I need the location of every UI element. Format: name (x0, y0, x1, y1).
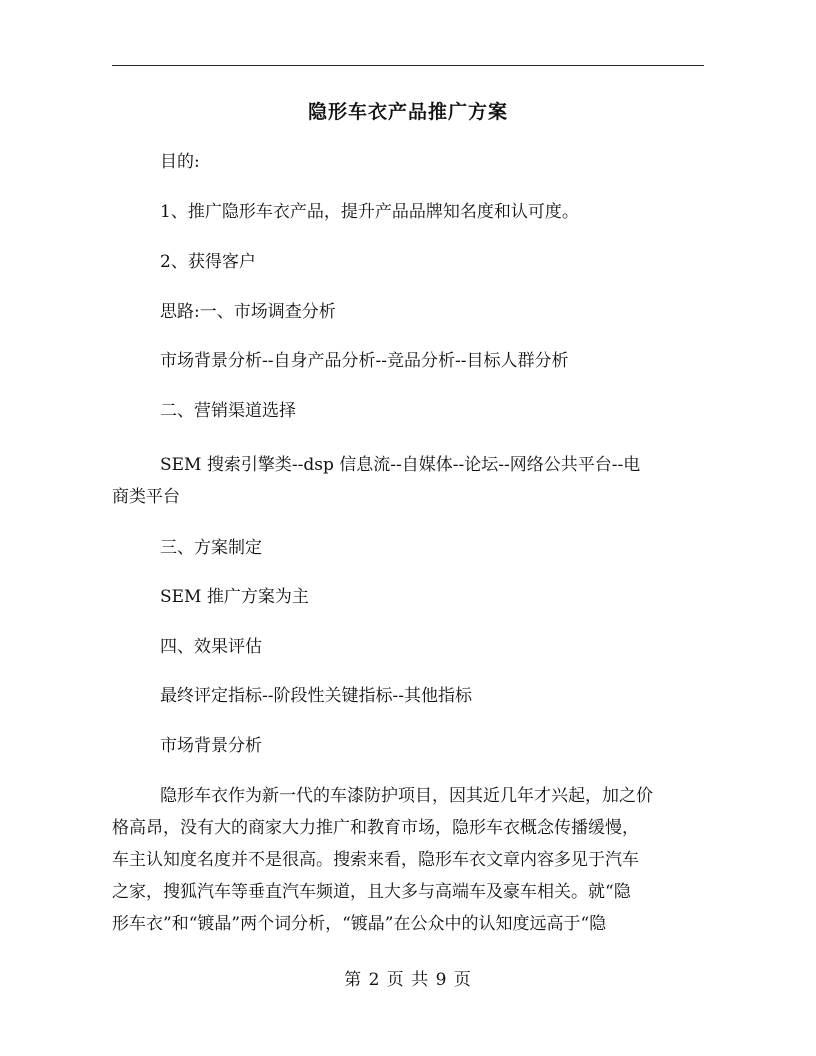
paragraph-market-background-heading: 市场背景分析 (160, 736, 262, 756)
paragraph-section-plan: 三、方案制定 (160, 538, 262, 558)
paragraph-approach: 思路:一、市场调查分析 (160, 302, 336, 322)
background-line: 车主认知度名度并不是很高。搜索来看，隐形车衣文章内容多见于汽车 (112, 850, 639, 870)
header-rule (112, 65, 704, 66)
background-line: 格高昂，没有大的商家大力推广和教育市场，隐形车衣概念传播缓慢， (112, 818, 639, 838)
background-line: 形车衣”和“镀晶”两个词分析，“镀晶”在公众中的认知度远高于“隐 (112, 914, 607, 934)
background-line: 隐形车衣作为新一代的车漆防护项目，因其近几年才兴起，加之价 (160, 786, 653, 806)
paragraph-sem-plan: SEM 推广方案为主 (160, 587, 309, 607)
paragraph-section-channels: 二、营销渠道选择 (160, 401, 296, 421)
document-title: 隐形车衣产品推广方案 (307, 101, 508, 123)
paragraph-channels (112, 449, 704, 513)
paragraph-section-evaluation: 四、效果评估 (160, 637, 262, 657)
background-line: 之家，搜狐汽车等垂直汽车频道，且大多与高端车及豪车相关。就“隐 (112, 882, 631, 902)
channels-line: SEM 搜索引擎类--dsp 信息流--自媒体--论坛--网络公共平台--电 (160, 455, 641, 475)
paragraph-market-background (112, 780, 704, 940)
page-number: 第 2 页 共 9 页 (344, 970, 472, 990)
channels-line: 商类平台 (112, 487, 180, 507)
paragraph-purpose: 目的: (160, 152, 200, 172)
paragraph-goal-1: 1、推广隐形车衣产品，提升产品品牌知名度和认可度。 (160, 202, 579, 222)
paragraph-metrics: 最终评定指标--阶段性关键指标--其他指标 (160, 686, 472, 706)
paragraph-analysis-chain: 市场背景分析--自身产品分析--竞品分析--目标人群分析 (160, 351, 569, 371)
paragraph-goal-2: 2、获得客户 (160, 252, 256, 272)
